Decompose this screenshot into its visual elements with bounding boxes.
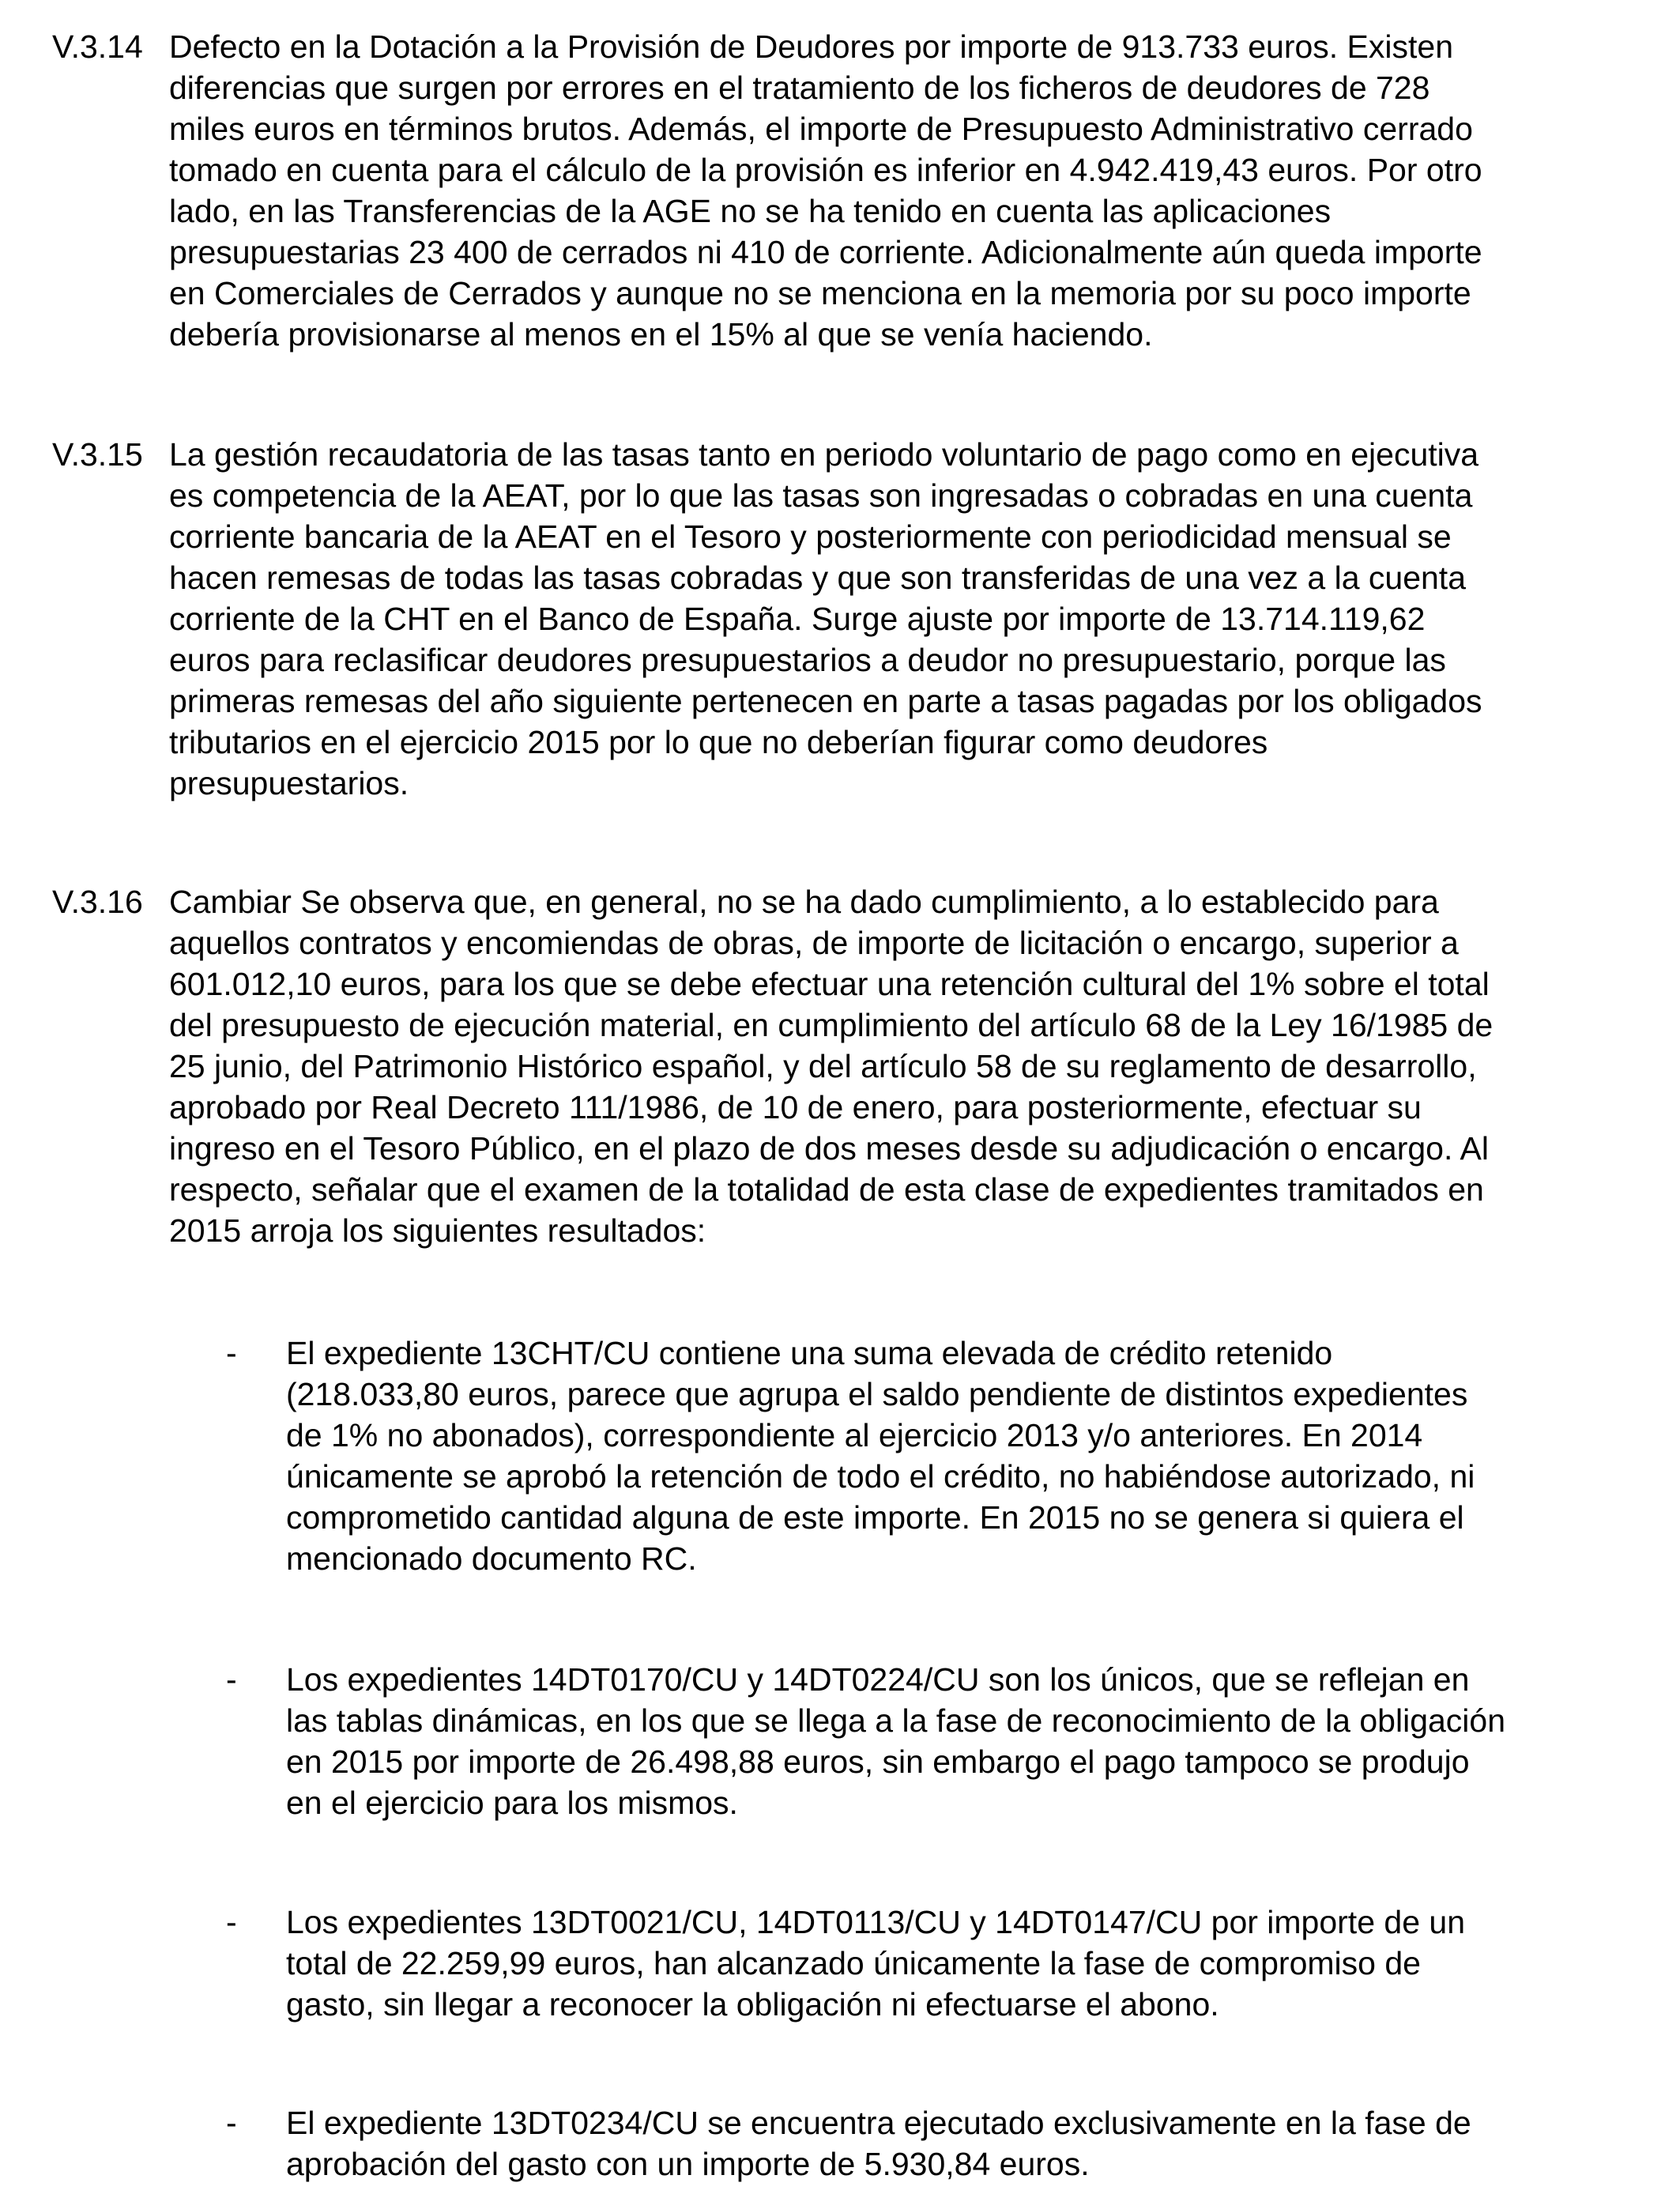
text-line: debería provisionarse al menos en el 15% al que se venía haciendo. [169,316,1153,352]
text-line: corriente de la CHT en el Banco de España. Surge ajuste por importe de 13.714.119,62 [169,601,1426,637]
bullet-item [0,1659,1680,1823]
section-number: V.3.16 [52,884,143,920]
text-line: del presupuesto de ejecución material, en cumplimiento del artículo 68 de la Ley 16/1985 de [169,1007,1494,1043]
section-number: V.3.15 [52,436,143,473]
text-line: 2015 arroja los siguientes resultados: [169,1212,706,1249]
text-line: diferencias que surgen por errores en el tratamiento de los ficheros de deudores de 728 [169,70,1430,106]
text-line: Los expedientes 13DT0021/CU, 14DT0113/CU y 14DT0147/CU por importe de un [286,1904,1465,1940]
text-line: Cambiar Se observa que, en general, no se ha dado cumplimiento, a lo establecido para [169,884,1439,920]
text-line: La gestión recaudatoria de las tasas tanto en periodo voluntario de pago como en ejecutiva [169,436,1479,473]
text-line: presupuestarios. [169,765,409,801]
text-line: gasto, sin llegar a reconocer la obligación ni efectuarse el abono. [286,1986,1219,2022]
text-line: 601.012,10 euros, para los que se debe efectuar una retención cultural del 1% sobre el total [169,966,1490,1002]
text-line: es competencia de la AEAT, por lo que las tasas son ingresadas o cobradas en una cuenta [169,477,1473,514]
text-line: en Comerciales de Cerrados y aunque no se menciona en la memoria por su poco importe [169,275,1471,311]
bullet-paragraph [286,1659,1680,1823]
bullet-dash: - [226,1661,237,1698]
text-line: en 2015 por importe de 26.498,88 euros, sin embargo el pago tampoco se produjo [286,1744,1470,1780]
text-line: primeras remesas del año siguiente pertenecen en parte a tasas pagadas por los obligados [169,683,1482,719]
text-line: presupuestarias 23 400 de cerrados ni 410 de corriente. Adicionalmente aún queda importe [169,234,1482,270]
text-line: miles euros en términos brutos. Además, el importe de Presupuesto Administrativo cerrado [169,111,1473,147]
section-v-3-16 [52,881,1640,1251]
text-line: corriente bancaria de la AEAT en el Tesoro y posteriormente con periodicidad mensual se [169,518,1452,555]
text-line: El expediente 13CHT/CU contiene una suma elevada de crédito retenido [286,1335,1333,1371]
text-line: respecto, señalar que el examen de la totalidad de esta clase de expedientes tramitados en [169,1171,1484,1208]
text-line: de 1% no abonados), correspondiente al ejercicio 2013 y/o anteriores. En 2014 [286,1417,1423,1453]
section-number: V.3.14 [52,28,143,65]
text-line: las tablas dinámicas, en los que se llega a la fase de reconocimiento de la obligación [286,1702,1506,1739]
text-line: tributarios en el ejercicio 2015 por lo que no deberían figurar como deudores [169,724,1268,760]
section-v-3-14 [52,26,1640,355]
section-v-3-15 [52,434,1640,804]
bullet-item [0,1902,1680,2025]
text-line: (218.033,80 euros, parece que agrupa el saldo pendiente de distintos expedientes [286,1376,1468,1412]
bullet-item [0,2102,1680,2185]
text-line: aprobación del gasto con un importe de 5.930,84 euros. [286,2146,1090,2182]
text-line: El expediente 13DT0234/CU se encuentra ejecutado exclusivamente en la fase de [286,2105,1471,2141]
bullet-paragraph [286,2102,1680,2185]
text-line: ingreso en el Tesoro Público, en el plazo de dos meses desde su adjudicación o encargo. Al [169,1130,1489,1167]
section-paragraph [169,434,1640,804]
bullet-item [0,1333,1680,1579]
text-line: Defecto en la Dotación a la Provisión de Deudores por importe de 913.733 euros. Existen [169,28,1454,65]
text-line: en el ejercicio para los mismos. [286,1785,738,1821]
text-line: mencionado documento RC. [286,1540,697,1577]
text-line: 25 junio, del Patrimonio Histórico español, y del artículo 58 de su reglamento de desarrollo, [169,1048,1477,1084]
bullet-paragraph [286,1333,1680,1579]
bullet-dash: - [226,2105,237,2141]
text-line: hacen remesas de todas las tasas cobradas y que son transferidas de una vez a la cuenta [169,560,1467,596]
section-paragraph [169,26,1640,355]
section-paragraph [169,881,1640,1251]
bullet-dash: - [226,1335,237,1371]
text-line: Los expedientes 14DT0170/CU y 14DT0224/CU son los únicos, que se reflejan en [286,1661,1470,1698]
text-line: aquellos contratos y encomiendas de obras, de importe de licitación o encargo, superior a [169,925,1459,961]
bullet-dash: - [226,1904,237,1940]
text-line: total de 22.259,99 euros, han alcanzado únicamente la fase de compromiso de [286,1945,1421,1981]
text-line: únicamente se aprobó la retención de todo el crédito, no habiéndose autorizado, ni [286,1458,1475,1495]
text-line: aprobado por Real Decreto 111/1986, de 10 de enero, para posteriormente, efectuar su [169,1089,1422,1125]
text-line: lado, en las Transferencias de la AGE no se ha tenido en cuenta las aplicaciones [169,193,1332,229]
text-line: euros para reclasificar deudores presupuestarios a deudor no presupuestario, porque las [169,642,1446,678]
text-line: tomado en cuenta para el cálculo de la provisión es inferior en 4.942.419,43 euros. Por otro [169,152,1482,188]
bullet-paragraph [286,1902,1680,2025]
text-line: comprometido cantidad alguna de este importe. En 2015 no se genera si quiera el [286,1499,1464,1536]
